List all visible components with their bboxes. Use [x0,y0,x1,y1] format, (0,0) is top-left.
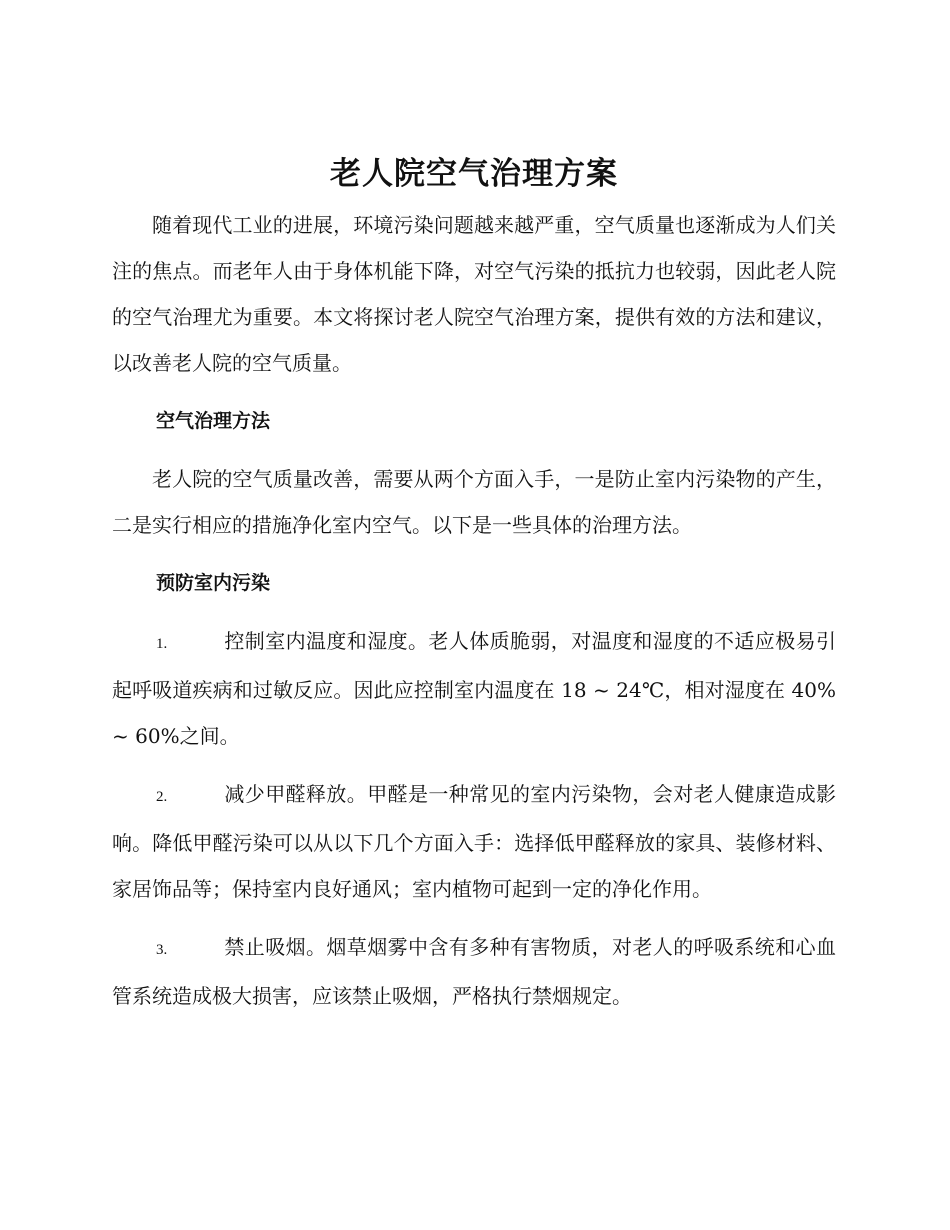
spacer [112,759,836,771]
spacer [112,386,836,398]
list-item [112,924,836,1019]
list-item-text: 控制室内温度和湿度。老人体质脆弱，对温度和湿度的不适应极易引起呼吸道疾病和过敏反应。因此应控制室内温度在 18 ~ 24℃，相对湿度在 40% ~ 60%之间。 [112,629,836,748]
spacer [112,606,836,618]
document-page [112,150,836,1019]
spacer [112,912,836,924]
document-title: 老人院空气治理方案 [330,156,618,192]
methods-paragraph: 老人院的空气质量改善，需要从两个方面入手，一是防止室内污染物的产生，二是实行相应的措施净化室内空气。以下是一些具体的治理方法。 [112,467,836,537]
list-item [112,618,836,759]
list-number: 2. [156,789,168,805]
list-item-text: 禁止吸烟。烟草烟雾中含有多种有害物质，对老人的呼吸系统和心血管系统造成极大损害，应该禁止吸烟，严格执行禁烟规定。 [112,935,836,1008]
spacer [112,444,836,456]
intro-paragraph: 随着现代工业的进展，环境污染问题越来越严重，空气质量也逐渐成为人们关注的焦点。而老年人由于身体机能下降，对空气污染的抵抗力也较弱，因此老人院的空气治理尤为重要。本文将探讨老人院空气治理方案，提供有效的方法和建议，以改善老人院的空气质量。 [112,213,836,375]
list-number: 3. [156,942,168,958]
section-heading-prevention: 预防室内污染 [156,572,271,594]
section-heading-methods: 空气治理方法 [156,410,271,432]
list-number: 1. [156,636,168,652]
list-item-text: 减少甲醛释放。甲醛是一种常见的室内污染物，会对老人健康造成影响。降低甲醛污染可以从以下几个方面入手：选择低甲醛释放的家具、装修材料、家居饰品等；保持室内良好通风；室内植物可起到一定的净化作用。 [112,782,836,901]
list-item [112,771,836,912]
spacer [112,548,836,560]
